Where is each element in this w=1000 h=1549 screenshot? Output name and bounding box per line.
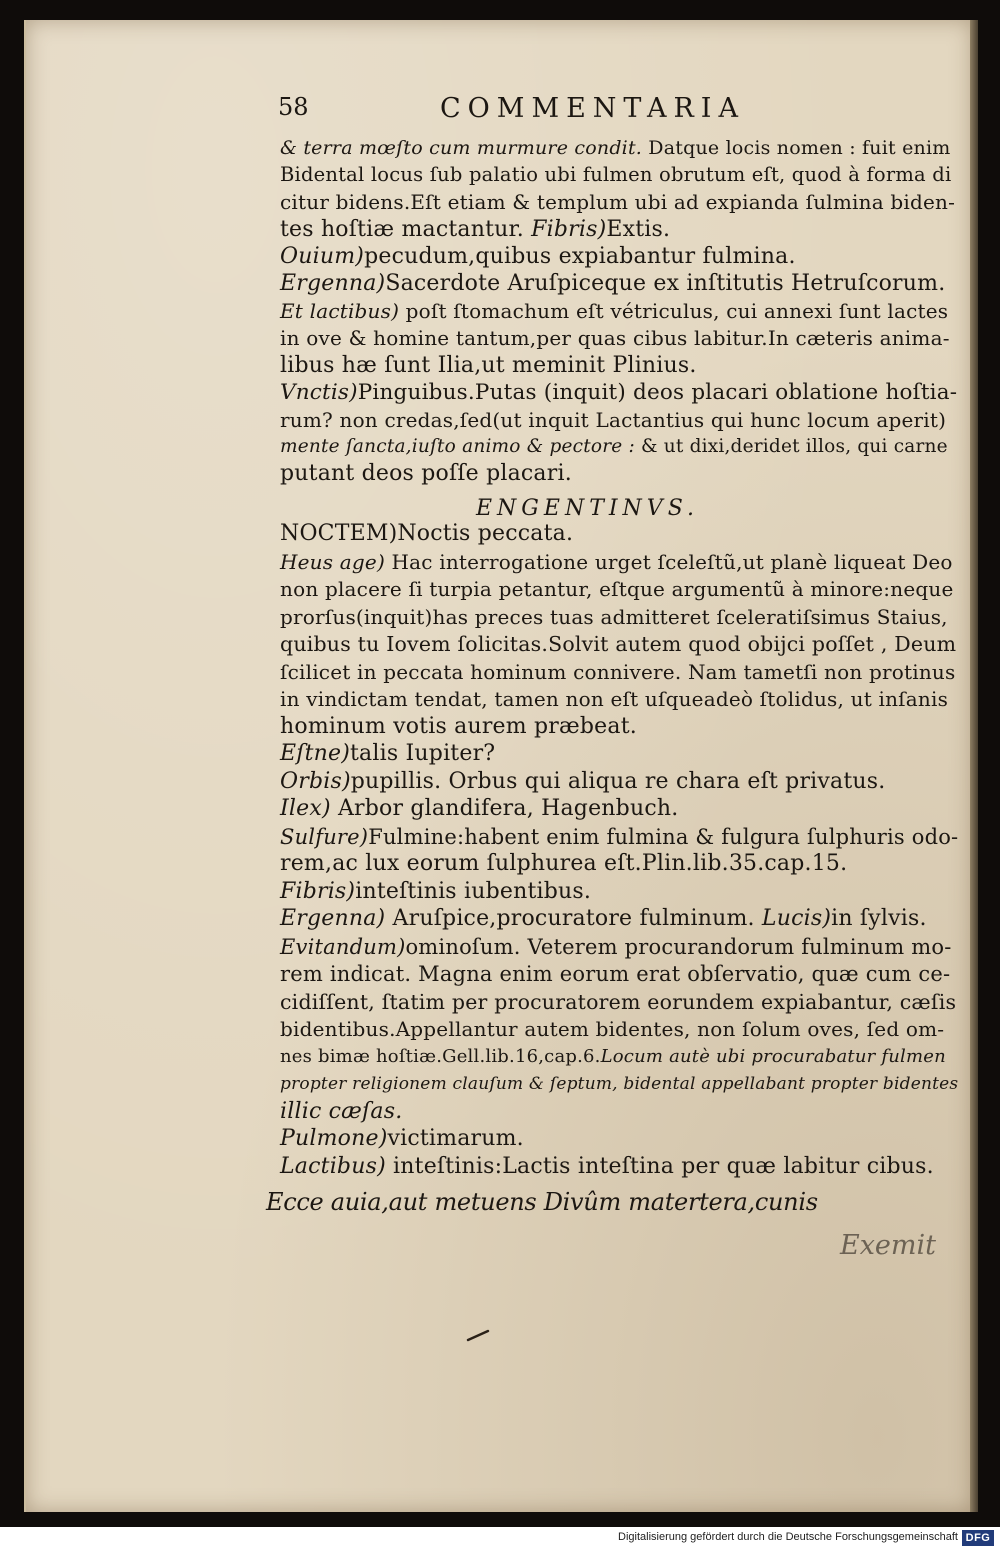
text-line bbox=[280, 906, 927, 932]
text-segment: poſt ſtomachum eſt vétriculus, cui annexi ſunt lactes bbox=[399, 299, 949, 324]
text-segment: Extis. bbox=[606, 216, 671, 242]
text-segment: nes bimæ hoſtiæ.Gell.lib.16,cap.6. bbox=[280, 1045, 601, 1067]
text-segment: Ergenna) bbox=[280, 906, 386, 931]
text-segment: libus hæ ſunt Ilia,ut meminit Plinius. bbox=[280, 352, 697, 378]
text-line bbox=[280, 741, 495, 767]
text-line bbox=[280, 1071, 958, 1097]
footer-bar bbox=[0, 1527, 1000, 1549]
text-segment: pupillis. Orbus qui aliqua re chara eſt privatus. bbox=[350, 768, 886, 794]
text-line bbox=[280, 189, 955, 215]
text-segment: Fibris) bbox=[280, 878, 356, 904]
text-segment: Aruſpice,procuratore fulminum. bbox=[385, 906, 755, 931]
text-line bbox=[280, 824, 958, 850]
text-segment: & terra mœſto cum murmure condit. bbox=[280, 137, 643, 159]
text-line bbox=[280, 1016, 944, 1042]
page-edge bbox=[970, 20, 978, 1512]
text-segment: Lucis) bbox=[754, 906, 832, 931]
text-line bbox=[280, 380, 957, 406]
text-segment: Locum autè ubi procurabatur fulmen bbox=[600, 1045, 946, 1067]
text-segment: & ut dixi,deridet illos, qui carne bbox=[634, 436, 948, 458]
footer-credit: Digitalisierung gefördert durch die Deutsche Forschungsgemeinschaft bbox=[618, 1531, 958, 1543]
text-line bbox=[280, 325, 950, 351]
text-segment: Bidental locus ſub palatio ubi fulmen obrutum eſt, quod à forma di bbox=[280, 163, 952, 187]
text-segment: mente ſancta,iuſto animo & pectore : bbox=[280, 436, 635, 458]
text-segment: Heus age) bbox=[280, 549, 385, 574]
text-line bbox=[280, 244, 796, 270]
text-segment: Hac interrogatione urget ſceleſtũ,ut planè liqueat Deo bbox=[384, 549, 953, 574]
text-segment: Ergenna) bbox=[280, 271, 386, 296]
text-line bbox=[280, 298, 948, 324]
text-segment: in ſylvis. bbox=[831, 906, 927, 931]
text-segment: ſcilicet in peccata hominum connivere. Nam tametſi non protinus bbox=[280, 659, 956, 684]
text-segment: Fulmine:habent enim fulmina & fulgura ſulphuris odo- bbox=[368, 824, 959, 849]
pen-mark bbox=[466, 1328, 490, 1342]
text-segment: Et lactibus) bbox=[280, 299, 400, 324]
text-line bbox=[280, 461, 572, 487]
text-segment: ominoſum. Veterem procurandorum fulminum mo- bbox=[405, 934, 952, 959]
text-line bbox=[280, 686, 948, 712]
text-line bbox=[280, 604, 948, 630]
text-segment: hominum votis aurem præbeat. bbox=[280, 713, 637, 739]
text-segment: putant deos poſſe placari. bbox=[280, 461, 572, 487]
text-line bbox=[280, 521, 573, 547]
text-segment: prorſus(inquit)has preces tuas admitteret ſceleratiſsimus Staius, bbox=[280, 604, 948, 629]
text-segment: Lactibus) bbox=[280, 1153, 386, 1179]
text-segment: rum? non credas,ſed(ut inquit Lactantius qui hunc locum aperit) bbox=[280, 408, 947, 432]
catchword: Exemit bbox=[840, 1230, 937, 1261]
text-segment: cidiſſent, ſtatim per procuratorem eorundem expiabantur, cæſis bbox=[280, 989, 957, 1014]
text-segment: in ove & homine tantum,per quas cibus labitur.In cæteris anima- bbox=[280, 326, 950, 351]
text-segment: non placere ſi turpia petantur, eſtque argumentũ à minore:neque bbox=[280, 577, 954, 601]
text-line bbox=[280, 162, 951, 188]
text-segment: rem indicat. Magna enim eorum erat obſervatio, quæ cum ce- bbox=[280, 962, 951, 986]
verse-line: Ecce auia,aut metuens Divûm matertera,cunis bbox=[266, 1188, 818, 1216]
running-title: COMMENTARIA bbox=[440, 93, 745, 124]
text-segment: rem,ac lux eorum ſulphurea eſt.Plin.lib.35.cap.15. bbox=[280, 851, 848, 876]
text-segment: citur bidens.Eſt etiam & templum ubi ad expianda ſulmina biden- bbox=[280, 190, 956, 215]
text-segment: pecudum,quibus expiabantur fulmina. bbox=[364, 243, 796, 269]
text-segment: quibus tu Iovem ſolicitas.Solvit autem quod obijci poſſet , Deum bbox=[280, 632, 957, 656]
text-segment: Vnctis) bbox=[280, 379, 358, 405]
text-segment: NOCTEM)Noctis peccata. bbox=[280, 521, 574, 546]
text-segment: Eſtne) bbox=[280, 741, 351, 766]
text-segment: Sulfure) bbox=[280, 824, 369, 849]
text-segment: illic cæſas. bbox=[280, 1098, 403, 1124]
section-heading: ENGENTINVS. bbox=[476, 496, 699, 521]
text-segment: Pinguibus.Putas (inquit) deos placari oblatione hoſtia- bbox=[357, 379, 958, 405]
text-line bbox=[280, 989, 956, 1015]
text-segment: in vindictam tendat, tamen non eſt uſqueadeò ſtolidus, ut inſanis bbox=[280, 687, 949, 711]
text-line bbox=[280, 961, 950, 987]
text-line bbox=[280, 1044, 946, 1070]
text-line bbox=[280, 549, 953, 575]
text-line bbox=[280, 934, 952, 960]
text-line bbox=[280, 135, 950, 161]
text-segment: Ilex) bbox=[280, 796, 331, 821]
text-segment: victimarum. bbox=[387, 1126, 524, 1151]
text-line bbox=[280, 1154, 934, 1180]
text-line bbox=[280, 217, 670, 243]
text-segment: Evitandum) bbox=[280, 934, 406, 959]
text-line bbox=[280, 769, 885, 795]
text-segment: Pulmone) bbox=[280, 1126, 388, 1151]
page-number: 58 bbox=[278, 93, 309, 121]
text-line bbox=[280, 851, 847, 877]
text-line bbox=[280, 576, 953, 602]
text-segment: Arbor glandifera, Hagenbuch. bbox=[330, 796, 679, 821]
text-line bbox=[280, 271, 945, 297]
text-line bbox=[280, 879, 591, 905]
dfg-logo: DFG bbox=[962, 1530, 994, 1546]
text-line bbox=[280, 631, 956, 657]
text-segment: talis Iupiter? bbox=[350, 741, 496, 766]
text-segment: Ouium) bbox=[280, 243, 365, 269]
text-segment: Fibris) bbox=[523, 216, 607, 242]
text-segment: bidentibus.Appellantur autem bidentes, non ſolum oves, ſed om- bbox=[280, 1017, 945, 1041]
text-line bbox=[280, 659, 955, 685]
running-head bbox=[278, 93, 978, 129]
text-line bbox=[280, 407, 946, 433]
text-line bbox=[280, 796, 678, 822]
text-line bbox=[280, 353, 697, 379]
text-segment: Orbis) bbox=[280, 768, 351, 794]
text-segment: Datque locis nomen : fuit enim bbox=[642, 137, 951, 159]
text-segment: propter religionem clauſum & ſeptum, bidental appellabant propter bidentes bbox=[280, 1074, 959, 1094]
text-segment: inteſtinis iubentibus. bbox=[355, 878, 592, 904]
text-line bbox=[280, 1099, 402, 1125]
text-line bbox=[280, 714, 637, 740]
text-line bbox=[280, 1126, 524, 1152]
text-line bbox=[280, 434, 948, 460]
text-segment: inteſtinis:Lactis inteſtina per quæ labitur cibus. bbox=[385, 1153, 934, 1179]
text-segment: tes hoſtiæ mactantur. bbox=[280, 216, 524, 242]
text-segment: Sacerdote Aruſpiceque ex inſtitutis Hetruſcorum. bbox=[385, 271, 946, 296]
